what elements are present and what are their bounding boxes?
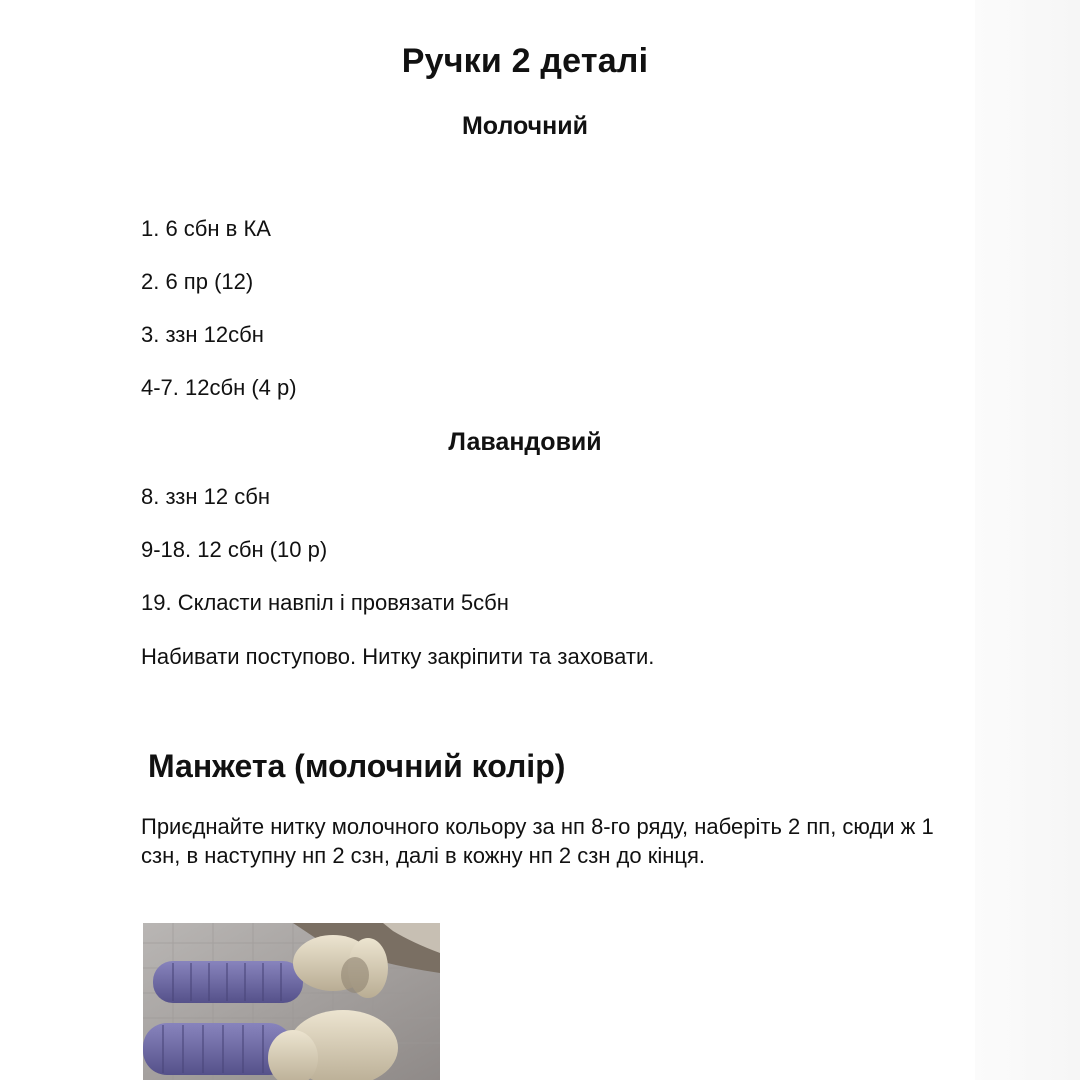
row-instruction: 3. ззн 12сбн <box>141 322 264 347</box>
cuff-instructions: Приєднайте нитку молочного кольору за нп 8-го ряду, наберіть 2 пп, сюди ж 1 сзн, в наступну нп 2 сзн, далі в кожну нп 2 сзн до кінця. <box>141 814 934 868</box>
crochet-photo <box>143 923 440 1080</box>
row-instruction: 1. 6 сбн в КА <box>141 216 271 241</box>
page-edge-shade <box>975 0 1080 1080</box>
finishing-note: Набивати поступово. Нитку закріпити та заховати. <box>141 644 655 669</box>
section-heading-milk: Молочний <box>461 112 589 140</box>
row-instruction: 19. Скласти навпіл і провязати 5сбн <box>141 590 509 615</box>
row-instruction: 8. ззн 12 сбн <box>141 484 270 509</box>
row-instruction: 2. 6 пр (12) <box>141 269 254 294</box>
row-instruction: 9-18. 12 сбн (10 р) <box>141 537 328 562</box>
row-instruction: 4-7. 12сбн (4 р) <box>141 375 297 400</box>
page-title: Ручки 2 деталі <box>401 42 649 80</box>
cuff-heading: Манжета (молочний колір) <box>148 748 566 784</box>
section-heading-lavender: Лавандовий <box>448 428 602 456</box>
